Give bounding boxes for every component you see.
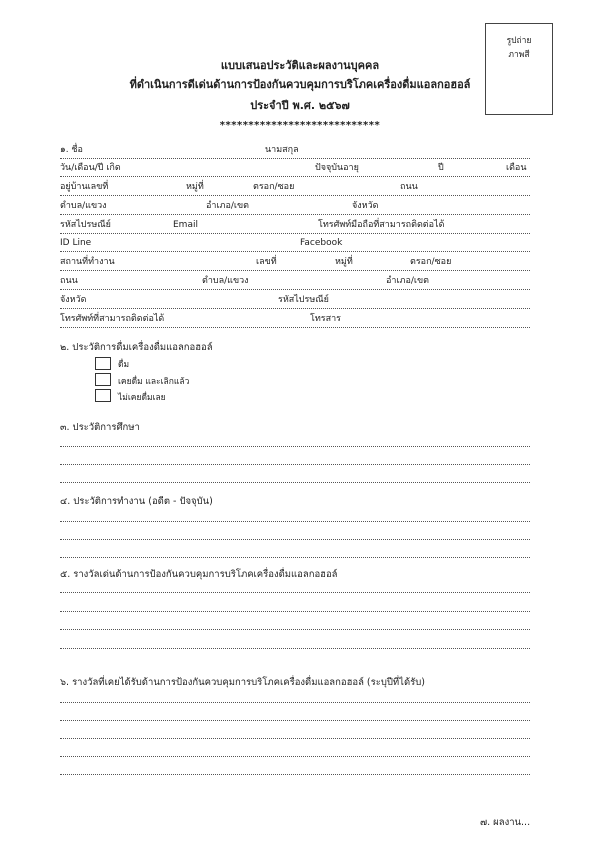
past-award-line[interactable] <box>60 720 530 721</box>
award-line[interactable] <box>60 592 530 593</box>
workplace-label: สถานที่ทำงาน <box>60 257 115 267</box>
mobile-label: โทรศัพท์มือถือที่สามารถติดต่อได้ <box>318 220 445 230</box>
birth-row[interactable] <box>60 162 530 177</box>
year-label: ปี <box>438 163 444 173</box>
name-row[interactable] <box>60 144 530 159</box>
title-separator: **************************** <box>219 120 381 131</box>
line-id-label: ID Line <box>60 238 92 248</box>
work-history-line[interactable] <box>60 557 530 558</box>
work-phone-row[interactable] <box>60 313 530 328</box>
work-postcode-label: รหัสไปรษณีย์ <box>278 295 329 305</box>
district-label: อำเภอ/เขต <box>206 201 249 211</box>
facebook-label: Facebook <box>300 238 343 248</box>
email-label: Email <box>173 220 198 230</box>
drink-option-label: ดื่ม <box>118 360 130 370</box>
past-award-line[interactable] <box>60 756 530 757</box>
work-road-label: ถนน <box>60 276 78 286</box>
work-history-line[interactable] <box>60 539 530 540</box>
social-row[interactable] <box>60 237 530 252</box>
work-province-label: จังหวัด <box>60 295 87 305</box>
name-label: ๑. ชื่อ <box>60 145 83 155</box>
locality-row[interactable] <box>60 200 530 215</box>
photo-label: รูปถ่าย <box>506 36 532 46</box>
work-address-row[interactable] <box>60 275 530 290</box>
education-line[interactable] <box>60 446 530 447</box>
work-history-line[interactable] <box>60 521 530 522</box>
form-title: แบบเสนอประวัติและผลงานบุคคล <box>220 59 380 72</box>
work-soi-label: ตรอก/ซอย <box>410 257 452 267</box>
fax-label: โทรสาร <box>310 314 341 324</box>
work-moo-label: หมู่ที่ <box>335 257 353 267</box>
section4-heading: ๔. ประวัติการทำงาน (อดีต - ปัจจุบัน) <box>60 496 213 507</box>
quit-option-label: เคยดื่ม และเลิกแล้ว <box>118 377 190 387</box>
education-line[interactable] <box>60 482 530 483</box>
award-line[interactable] <box>60 629 530 630</box>
age-label: ปัจจุบันอายุ <box>315 163 359 173</box>
road-label: ถนน <box>400 182 418 192</box>
drink-checkbox[interactable] <box>95 357 111 370</box>
province-label: จังหวัด <box>352 201 379 211</box>
past-award-line[interactable] <box>60 702 530 703</box>
contact-row[interactable] <box>60 219 530 234</box>
never-checkbox[interactable] <box>95 389 111 402</box>
form-year: ประจำปี พ.ศ. ๒๕๖๗ <box>250 99 350 112</box>
work-no-label: เลขที่ <box>256 257 277 267</box>
section6-heading: ๖. รางวัลที่เคยได้รับด้านการป้องกันควบคุมการบริโภคเครื่องดื่มแอลกอฮอล์ (ระบุปีที่ได้รับ) <box>60 677 425 688</box>
workplace-row[interactable] <box>60 256 530 271</box>
work-province-row[interactable] <box>60 294 530 309</box>
section2-heading: ๒. ประวัติการดื่มเครื่องดื่มแอลกอฮอล์ <box>60 342 213 353</box>
address-row[interactable] <box>60 181 530 196</box>
moo-label: หมู่ที่ <box>186 182 204 192</box>
surname-label: นามสกุล <box>265 145 299 155</box>
award-line[interactable] <box>60 611 530 612</box>
past-award-line[interactable] <box>60 738 530 739</box>
past-award-line[interactable] <box>60 774 530 775</box>
section3-heading: ๓. ประวัติการศึกษา <box>60 422 140 433</box>
birthdate-label: วัน/เดือน/ปี เกิด <box>60 163 121 173</box>
house-no-label: อยู่บ้านเลขที่ <box>60 182 109 192</box>
soi-label: ตรอก/ซอย <box>253 182 295 192</box>
postcode-label: รหัสไปรษณีย์ <box>60 220 111 230</box>
month-label: เดือน <box>506 163 527 173</box>
work-district-label: อำเภอ/เขต <box>386 276 429 286</box>
section5-heading: ๕. รางวัลเด่นด้านการป้องกันควบคุมการบริโภคเครื่องดื่มแอลกอฮอล์ <box>60 569 338 580</box>
never-option-label: ไม่เคยดื่มเลย <box>118 393 166 403</box>
award-line[interactable] <box>60 648 530 649</box>
photo-sublabel: ภาพสี <box>508 50 530 60</box>
quit-checkbox[interactable] <box>95 373 111 386</box>
education-line[interactable] <box>60 464 530 465</box>
work-subdistrict-label: ตำบล/แขวง <box>202 276 249 286</box>
form-subtitle: ที่ดำเนินการดีเด่นด้านการป้องกันควบคุมการบริโภคเครื่องดื่มแอลกอฮอล์ <box>129 78 471 91</box>
work-phone-label: โทรศัพท์ที่สามารถติดต่อได้ <box>60 314 165 324</box>
subdistrict-label: ตำบล/แขวง <box>60 201 107 211</box>
next-page-note: ๗. ผลงาน... <box>480 817 531 828</box>
